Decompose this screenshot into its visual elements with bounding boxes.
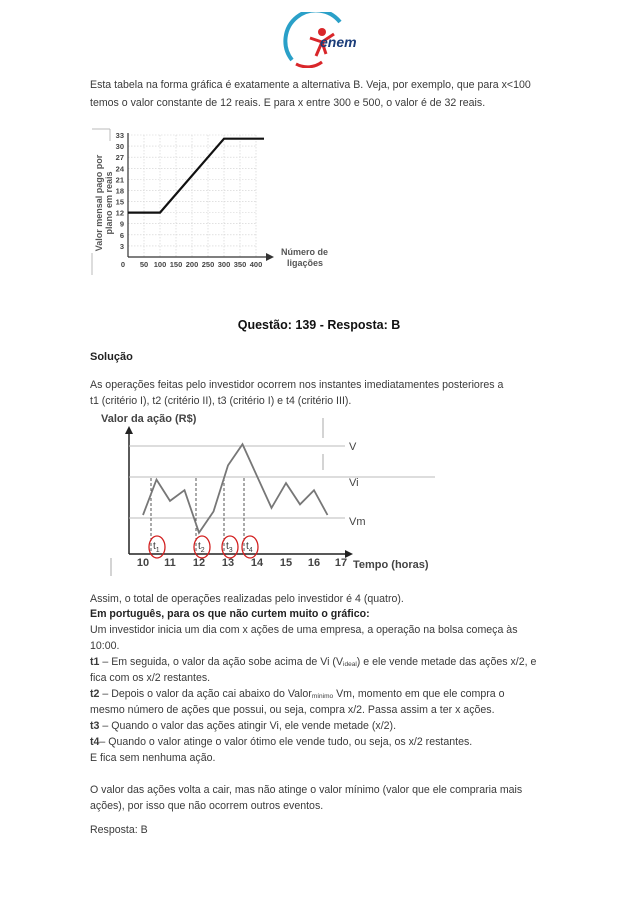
step-t2-text-a: – Depois o valor da ação cai abaixo do Valor	[99, 688, 312, 700]
plan-chart-y-ticks	[116, 131, 125, 251]
stock-chart-x-tick-label: 14	[250, 557, 264, 569]
plan-chart-x-tick-label: 250	[201, 260, 215, 269]
plan-chart-y-tick-label: 9	[119, 219, 124, 229]
plan-chart-y-tick-label: 18	[115, 186, 124, 196]
step-t3-text: – Quando o valor das ações atingir Vi, ele vende metade (x/2).	[99, 720, 397, 732]
step-t1-line-2: fica com os x/2 restantes.	[90, 672, 211, 684]
plan-chart-ylabel	[94, 154, 104, 251]
step-t1-label: t1	[90, 656, 100, 668]
plan-chart-y-tick-label: 15	[115, 197, 124, 207]
stock-chart-x-tick-label: 10	[136, 557, 150, 569]
stock-chart-x-tick-label: 16	[307, 557, 321, 569]
final-state: E fica sem nenhuma ação.	[90, 752, 216, 764]
plan-chart-y-tick-label: 30	[115, 142, 124, 152]
plan-chart-x-tick-label: 50	[139, 260, 149, 269]
stock-chart-series-line	[143, 444, 328, 533]
plan-chart-ylabel-2: plano em reais	[104, 171, 114, 235]
intro-line-1: Esta tabela na forma gráfica é exatamente a alternativa B. Veja, por exemplo, que para x<100	[90, 79, 531, 91]
plan-chart-y-tick-label: 12	[115, 208, 124, 218]
plan-chart-ylabel-line1: Valor mensal pago por	[94, 154, 104, 252]
plan-chart-x-ticks	[121, 260, 262, 269]
solution-line-1: As operações feitas pelo investidor ocorrem nos instantes imediatamentes posteriores a	[90, 379, 504, 391]
step-t4-label: t4	[90, 736, 100, 748]
plan-chart	[88, 125, 338, 280]
conclusion-line-2: ações), por isso que não ocorrem outros eventos.	[90, 800, 324, 812]
plan-chart-y-tick-label: 33	[115, 131, 124, 140]
plan-chart-y-tick-label: 21	[115, 175, 124, 185]
final-answer: Resposta: B	[90, 824, 148, 836]
plan-chart-series-line	[128, 139, 264, 213]
plan-chart-y-tick-label: 24	[115, 164, 124, 174]
solution-line-2: t1 (critério I), t2 (critério II), t3 (critério I) e t4 (critério III).	[90, 395, 352, 407]
stock-chart-y-arrow	[125, 426, 133, 434]
stock-chart-marker-label: $t_2$	[198, 541, 205, 554]
step-t4	[90, 734, 472, 750]
stock-chart	[95, 408, 435, 580]
stock-chart-x-ticks	[137, 557, 347, 569]
solution-heading: Solução	[90, 351, 133, 363]
plan-chart-x-tick-label: 300	[217, 260, 231, 269]
step-t1-text-a: – Em seguida, o valor da ação sobe acima de Vi (V	[99, 656, 344, 668]
stock-chart-x-tick-label: 13	[221, 557, 235, 569]
stock-chart-marker-label: $t_4$	[246, 541, 253, 554]
intro-step-line-1: Um investidor inicia um dia com x ações de uma empresa, a operação na bolsa começa às	[90, 624, 518, 636]
intro-line-2: temos o valor constante de 12 reais. E para x entre 300 e 500, o valor é de 32 reais.	[90, 97, 486, 109]
step-t1-text-b: ) e ele vende metade das ações x/2, e	[356, 656, 537, 668]
plan-chart-x-arrow	[266, 253, 274, 261]
intro-step-line-2: 10:00.	[90, 640, 120, 652]
total-operations: Assim, o total de operações realizadas pelo investidor é 4 (quatro).	[90, 593, 404, 605]
plan-chart-x-tick-label: 100	[153, 260, 167, 269]
stock-chart-x-tick-label: 17	[334, 557, 348, 569]
step-t2-label: t2	[90, 688, 100, 700]
step-t3	[90, 718, 396, 734]
plan-chart-y-tick-label: 3	[119, 241, 124, 251]
enem-logo-text: enem	[320, 34, 357, 50]
conclusion-line-1: O valor das ações volta a cair, mas não atinge o valor mínimo (valor que ele compraria mais	[90, 784, 523, 796]
plan-chart-y-tick-label: 27	[115, 153, 124, 163]
level-vi-label: Vi	[349, 477, 359, 489]
stock-chart-x-tick-label: 11	[164, 557, 176, 569]
step-t2-sub: mínimo	[311, 693, 334, 700]
stock-chart-x-tick-label: 15	[279, 557, 293, 569]
plan-chart-x-tick-label: 150	[169, 260, 183, 269]
enem-logo	[282, 12, 362, 68]
stock-chart-marker-label: $t_3$	[226, 541, 233, 554]
step-t3-label: t3	[90, 720, 100, 732]
plan-chart-x-tick-label: 350	[233, 260, 247, 269]
step-t4-text: – Quando o valor atinge o valor ótimo ele vende tudo, ou seja, os x/2 restantes.	[99, 736, 473, 748]
plan-chart-xlabel-line1: Número de	[281, 247, 329, 257]
step-t2-text-b: Vm, momento em que ele compra o	[333, 688, 505, 700]
question-title: Questão: 139 - Resposta: B	[237, 318, 401, 332]
plain-language-subtitle: Em português, para os que não curtem muito o gráfico:	[90, 608, 370, 620]
plan-chart-y-tick-label: 6	[119, 230, 124, 240]
step-t1-sub: ideal	[343, 661, 357, 668]
plan-chart-xlabel-line2: ligações	[287, 258, 324, 268]
plan-chart-grid	[128, 135, 256, 257]
level-vm-label: Vm	[349, 516, 366, 528]
stock-chart-ylabel: Valor da ação (R$)	[101, 413, 197, 425]
stock-chart-xlabel: Tempo (horas)	[353, 559, 429, 571]
plan-chart-x-tick-label: 200	[185, 260, 199, 269]
level-v-label: V	[349, 441, 357, 453]
stock-chart-x-tick-label: 12	[192, 557, 206, 569]
plan-chart-x-tick-label: 400	[249, 260, 263, 269]
step-t2-line-2: mesmo número de ações que possui, ou seja, compra x/2. Passa assim a ter x ações.	[90, 704, 495, 716]
stock-chart-marker-label: $t_1$	[153, 541, 160, 554]
plan-chart-x-tick-label: 0	[120, 260, 126, 269]
